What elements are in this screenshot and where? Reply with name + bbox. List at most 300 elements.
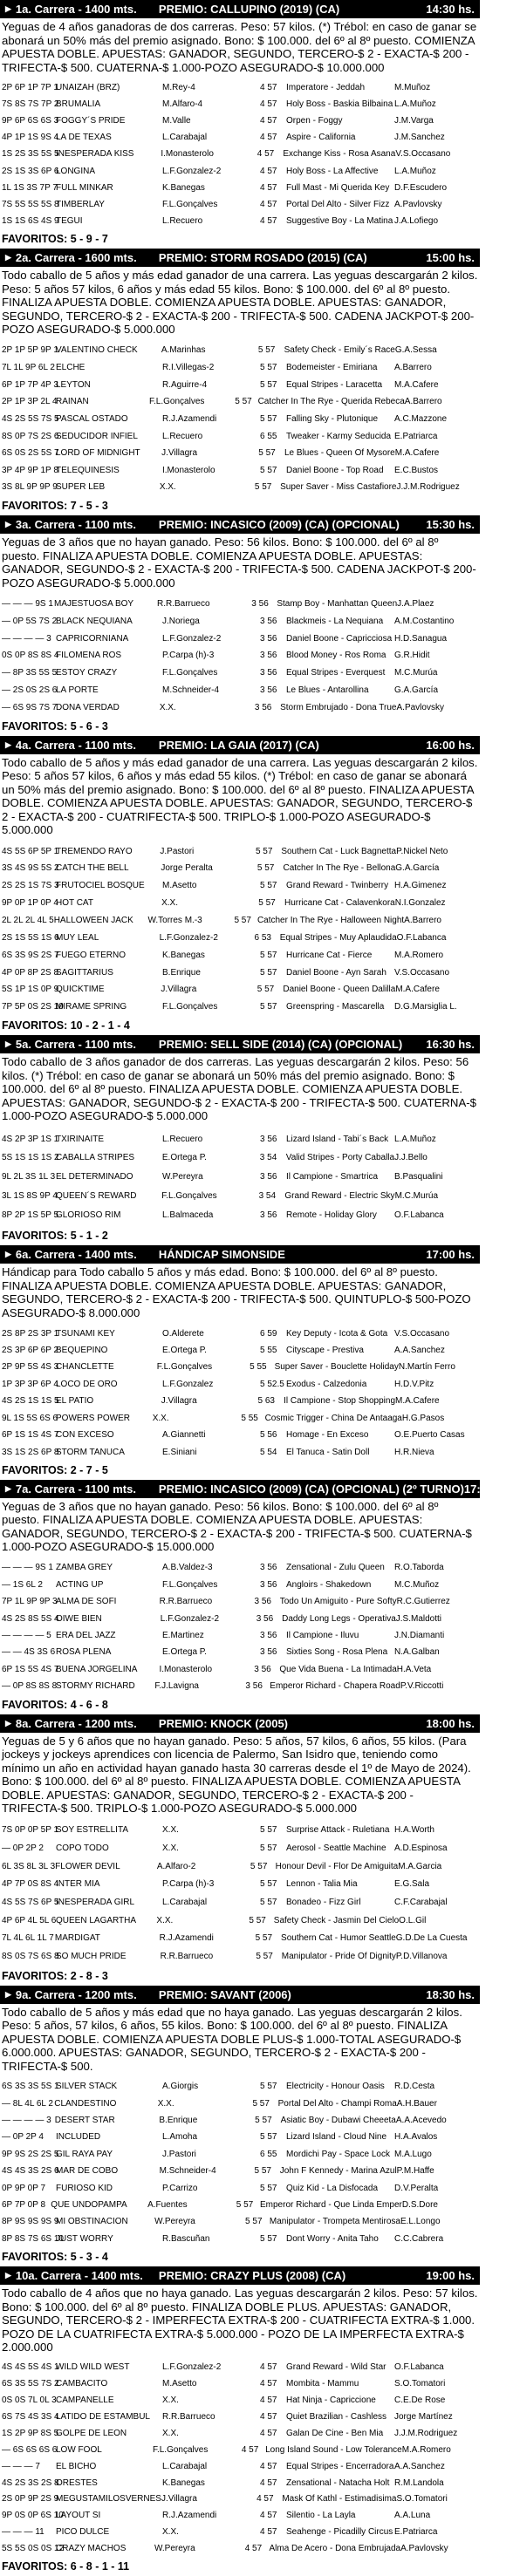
entry-trainer: J.S.Maldotti xyxy=(395,1613,442,1624)
entry-jockey: M.Alfaro-4 xyxy=(162,99,203,110)
entry-weight: 5 57 xyxy=(236,2199,254,2210)
entry-horse: COPO TODO xyxy=(56,1843,109,1853)
entry-pedigree: Il Campione - Stop Shopping xyxy=(284,1396,396,1407)
entry-horse: BUENA JORGELINA xyxy=(56,1664,138,1674)
entry-trainer: H.A.Worth xyxy=(394,1825,434,1836)
entry-weight: 5 57 xyxy=(254,482,272,493)
entry-trainer: G.D.De La Cuesta xyxy=(395,1933,468,1944)
entry-weight: 5 57 xyxy=(255,846,273,856)
entry-weight: 4 57 xyxy=(260,116,277,126)
race-conditions: Todo caballo de 3 años ganador de dos carreras. Las yeguas descargarán 2 kilos. Peso: 56 kilos. (*) Trébol: en caso de ganar se abonará un 50% más del premio asignado. Bono: $ 100.000. del 6º al 8º puesto. FINALIZA APUESTA DOBLE. COMIENZA APUESTA DOBLE. APUESTAS: GANADOR, SEGUNDO-$ 2 - EXACTA-$ 200 - TRIFECTA-$ 500. CUATERNA-$ 1.000-POZO ASEGURADO-$ 5.000.000 xyxy=(2,1055,476,1123)
entry-pedigree: Lennon - Talia Mia xyxy=(286,1879,358,1890)
entry-weight: 3 56 xyxy=(251,599,269,610)
entry-weight: 6 55 xyxy=(260,2149,277,2159)
entry-trainer: M.C.Muñoz xyxy=(394,1579,440,1590)
entry-horse: LOW FOOL xyxy=(56,2444,102,2455)
entry-weight: 5 57 xyxy=(260,379,277,390)
entry-form: 2S 2S 1S 7S 3 xyxy=(2,881,59,891)
entry-row xyxy=(0,2478,480,2488)
entry-form: 7S 8S 7S 7P 2 xyxy=(2,99,59,110)
entry-horse: WILD WILD WEST xyxy=(56,2362,130,2373)
entry-weight: 5 55 xyxy=(250,1362,267,1373)
entry-trainer: A.A.Sanchez xyxy=(394,2461,445,2471)
entry-trainer: R.O.Taborda xyxy=(394,1563,444,1573)
entry-pedigree: Catcher In The Rye - Bellona xyxy=(283,863,396,874)
entry-form: — — — — 3 xyxy=(2,633,51,644)
entry-horse: MEGUSTAMILOSVERNES xyxy=(56,2494,161,2504)
race-conditions: Hándicap para Todo caballo 5 años y más edad. Bono: $ 100.000. del 6º al 8º puesto. FINALIZA APUESTA DOBLE. COMIENZA APUESTA DOBLE. APUESTAS: GANADOR, SEGUNDO, TERCERO-$ 2 - EXACTA-$ 200 - TRIFECTA-$ 500. QUINTUPLO-$ 500-POZO ASEGURADO-$ 8.000.000 xyxy=(2,1265,471,1319)
entry-jockey: X.X. xyxy=(157,2098,174,2109)
entry-trainer: E.C.Bustos xyxy=(394,465,439,475)
entry-horse: SOY ESTRELLITA xyxy=(56,1825,128,1836)
entry-weight: 5 57 xyxy=(249,1915,266,1925)
entry-weight: 3 56 xyxy=(260,1210,277,1221)
entry-trainer: A.H.Bauer xyxy=(396,2098,437,2109)
entry-trainer: P.M.Haffe xyxy=(396,2166,434,2177)
entry-horse: CABALLA STRIPES xyxy=(56,1153,135,1163)
entry-pedigree: Imperatore - Jeddah xyxy=(286,83,366,93)
entry-trainer: M.C.Murúa xyxy=(394,668,438,678)
entry-row xyxy=(0,1346,480,1355)
entry-trainer: A.A.Acevedo xyxy=(395,2116,447,2126)
entry-pedigree: Bodemeister - Emiriana xyxy=(286,362,378,372)
entry-pedigree: Cityscape - Prestiva xyxy=(286,1345,364,1355)
entry-row xyxy=(0,1647,480,1657)
entry-jockey: L.F.Gonzalez-2 xyxy=(162,2362,222,2373)
entry-jockey: L.F.Gonzalez-2 xyxy=(160,1613,220,1624)
entry-pedigree: Tweaker - Karmy Seducida xyxy=(286,431,392,441)
entry-trainer: O.F.Labanca xyxy=(396,932,447,943)
entry-horse: MUY LEAL xyxy=(56,932,99,943)
entry-form: 9P 6P 6S 6S 3 xyxy=(2,116,59,126)
entry-form: 3P 4P 9P 1P 8 xyxy=(2,465,58,475)
entry-form: 6S 0S 2S 5S 7 xyxy=(2,448,59,459)
entry-pedigree: Remote - Holiday Glory xyxy=(286,1210,377,1221)
race-section xyxy=(0,1480,513,1714)
race-conditions: Yeguas de 3 años que no hayan ganado. Peso: 56 kilos. Bono: $ 100.000. del 6º al 8º puesto. FINALIZA APUESTA DOBLE. COMIENZA APUESTA DOBLE. APUESTAS: GANADOR, SEGUNDO-$ 2 - EXACTA-$ 200 - TRIFECTA-$ 500. CADENA JACKPOT-$ 200-POZO ASEGURADO-$ 5.000.000 xyxy=(2,535,476,589)
entry-pedigree: Surprise Attack - Ruletiana xyxy=(286,1825,390,1836)
entry-row xyxy=(0,668,480,678)
entry-row xyxy=(0,1153,480,1162)
entry-horse: EL BICHO xyxy=(56,2461,97,2471)
entry-jockey: A.Alfaro-2 xyxy=(156,1861,196,1871)
entry-weight: 5 57 xyxy=(256,863,275,874)
entry-trainer: M.Muñoz xyxy=(394,83,431,93)
entry-jockey: L.F.Gonzalez-2 xyxy=(162,633,222,644)
entry-row xyxy=(0,345,480,355)
entry-jockey: F.L.Gonçalves xyxy=(162,1002,218,1012)
entry-jockey: F.L.Gonçalves xyxy=(162,668,218,678)
race-header xyxy=(0,1480,513,1498)
entry-pedigree: Aerosol - Seattle Machine xyxy=(286,1843,386,1853)
entry-pedigree: Aspire - California xyxy=(286,133,356,143)
entry-horse: BRUMALIA xyxy=(56,99,101,110)
race-time: 14:30 hs. xyxy=(426,3,475,16)
entry-form: 4P 1P 1S 9S 4 xyxy=(2,133,59,143)
entry-weight: 5 57 xyxy=(256,1951,273,1961)
entry-trainer: V.S.Occasano xyxy=(394,1328,450,1339)
entry-horse: ESTOY CRAZY xyxy=(56,668,118,678)
entry-trainer: D.G.Marsiglia L. xyxy=(394,1002,457,1012)
entry-weight: 5 57 xyxy=(260,1843,277,1853)
entry-row xyxy=(0,685,480,695)
triangle-icon: ▶ xyxy=(5,1250,11,1259)
entry-row xyxy=(0,1597,480,1606)
entry-row xyxy=(0,83,480,92)
entry-horse: CAMBACITO xyxy=(56,2379,108,2389)
entry-horse: FILOMENA ROS xyxy=(56,651,122,661)
entry-row xyxy=(0,482,480,492)
entry-trainer: M.C.Murúa xyxy=(394,1191,439,1202)
entry-form: 8P 8S 7S 6S 10 xyxy=(2,2233,64,2244)
entry-weight: 4 57 xyxy=(260,83,277,93)
race-title: PREMIO: INCASICO (2009) (CA) (OPCIONAL) xyxy=(158,518,400,532)
entry-trainer: J.A.Lofiego xyxy=(394,215,439,226)
race-title: PREMIO: STORM ROSADO (2015) (CA) xyxy=(158,251,367,265)
entry-row xyxy=(0,2527,480,2537)
race-section xyxy=(0,1035,480,1245)
entry-weight: 5 57 xyxy=(245,2217,263,2227)
entry-horse: ALMA DE SOFI xyxy=(56,1597,117,1607)
entry-row xyxy=(0,2217,480,2226)
entry-row xyxy=(0,1135,480,1144)
entry-weight: 5 56 xyxy=(260,1430,277,1441)
entry-row xyxy=(0,1448,480,1457)
entry-weight: 3 54 xyxy=(258,1191,277,1202)
entry-horse: GIL RAYA PAY xyxy=(56,2149,113,2159)
entry-jockey: L.F.Gonzalez xyxy=(162,1379,214,1389)
entry-trainer: M.A.Cafere xyxy=(394,379,439,390)
entry-trainer: P.V.Riccotti xyxy=(400,1681,444,1692)
entry-pedigree: Southern Cat - Humor Seattle xyxy=(281,1933,396,1944)
entry-horse: GLORIOSO RIM xyxy=(56,1210,121,1221)
entry-weight: 3 56 xyxy=(260,685,277,696)
entry-jockey: J.Villagra xyxy=(161,448,198,459)
entry-horse: QUICKTIME xyxy=(56,985,105,995)
entry-row xyxy=(0,2379,480,2389)
entry-weight: 5 57 xyxy=(260,1879,277,1890)
entry-form: 0S 0S 7L 0L 3 xyxy=(2,2395,57,2406)
entry-row xyxy=(0,985,480,994)
entry-form: 6S 3S 3S 5S 1 xyxy=(2,2082,59,2092)
entry-form: 6S 3S 5S 7S 2 xyxy=(2,2379,59,2389)
entry-horse: FLOWER DEVIL xyxy=(55,1861,120,1871)
entry-pedigree: Hurricane Cat - Calavenkora xyxy=(284,898,395,909)
entry-trainer: G.A.García xyxy=(395,863,440,874)
entry-trainer: L.A.Muñoz xyxy=(394,166,436,176)
entry-jockey: J.Noriega xyxy=(162,616,200,626)
entry-jockey: R.R.Barrueco xyxy=(159,1597,213,1607)
entry-weight: 5 57 xyxy=(255,2116,272,2126)
entry-horse: HALLOWEEN JACK xyxy=(53,916,133,925)
entry-row xyxy=(0,1681,480,1691)
entry-horse: CON EXCESO xyxy=(56,1430,114,1441)
entry-jockey: K.Banegas xyxy=(162,182,205,193)
entry-jockey: L.Amoha xyxy=(162,2132,198,2143)
entry-horse: SUPER LEB xyxy=(56,482,106,493)
race-favorites: FAVORITOS: 5 - 6 - 3 xyxy=(2,719,108,733)
entry-form: — — — — 5 xyxy=(2,1631,51,1641)
entry-horse: PASCAL OSTADO xyxy=(56,413,128,424)
race-section xyxy=(0,0,480,249)
entry-form: 8P 9S 9S 9S 9 xyxy=(2,2217,59,2227)
entry-trainer: A.Barrero xyxy=(404,397,442,407)
entry-form: 4S 2S 8S 5S 4 xyxy=(2,1613,59,1624)
entry-pedigree: Zensational - Zulu Queen xyxy=(286,1563,385,1573)
entry-jockey: L.F.Gonzalez-2 xyxy=(159,932,218,943)
entry-trainer: M.A.Lugo xyxy=(394,2149,432,2159)
entry-weight: 5 57 xyxy=(260,2132,277,2143)
entry-weight: 3 56 xyxy=(260,1631,277,1641)
entry-form: 9P 9S 2S 2S 5 xyxy=(2,2149,59,2159)
entry-form: 8S 0P 7S 2S 6 xyxy=(2,431,59,441)
entry-row xyxy=(0,2395,480,2405)
entry-jockey: E.Siniani xyxy=(162,1447,197,1457)
entry-weight: 5 57 xyxy=(252,2098,270,2109)
entry-row xyxy=(0,1563,480,1572)
entry-jockey: P.Carpa (h)-3 xyxy=(162,651,215,661)
entry-trainer: M.A.Garcia xyxy=(398,1861,442,1871)
entry-jockey: J.Pastori xyxy=(162,2149,196,2159)
entry-weight: 3 56 xyxy=(245,1681,263,1692)
entry-horse: ERA DEL JAZZ xyxy=(56,1631,116,1641)
entry-horse: BLACK NEQUIANA xyxy=(56,616,133,626)
entry-pedigree: Stamp Boy - Manhattan Queen xyxy=(277,599,398,610)
entry-horse: SEDUCIDOR INFIEL xyxy=(56,431,138,441)
entry-weight: 5 52.5 xyxy=(260,1379,284,1389)
entry-jockey: X.X. xyxy=(152,1413,169,1423)
race-time: 17:00 hs. xyxy=(426,1248,475,1262)
entry-form: 6S 3S 9S 2S 7 xyxy=(2,950,59,960)
race-time: 19:00 hs. xyxy=(426,2269,475,2283)
entry-row xyxy=(0,1879,480,1889)
entry-pedigree: Hat Ninja - Capriccione xyxy=(286,2395,376,2406)
entry-jockey: P.Carrizo xyxy=(162,2183,198,2193)
entry-pedigree: Cosmic Trigger - China De Antaaga xyxy=(264,1413,402,1423)
entry-pedigree: Zensational - Natacha Holt xyxy=(286,2477,390,2488)
entry-pedigree: Storm Embrujado - Dona True xyxy=(280,702,397,712)
entry-row xyxy=(0,2200,480,2210)
entries-list xyxy=(0,1556,480,1699)
entry-horse: INESPERADA KISS xyxy=(56,149,134,160)
entry-pedigree: Todo Un Amiguito - Pure Softy xyxy=(279,1597,397,1607)
entry-horse: MI OBSTINACION xyxy=(56,2217,128,2227)
entry-horse: CHANCLETTE xyxy=(56,1362,114,1373)
entry-jockey: A.Giorgis xyxy=(162,2082,199,2092)
entry-row xyxy=(0,1843,480,1853)
entry-pedigree: Electricity - Honour Oasis xyxy=(286,2082,385,2092)
entry-weight: 4 57 xyxy=(260,2477,277,2488)
entry-row xyxy=(0,200,480,209)
triangle-icon: ▶ xyxy=(5,1989,11,1999)
entry-weight: 3 56 xyxy=(254,702,272,712)
entries-list xyxy=(0,1321,480,1464)
entry-row xyxy=(0,2082,480,2091)
entry-row xyxy=(0,634,480,644)
entry-jockey: L.Recuero xyxy=(162,431,203,441)
entry-pedigree: Portal Del Alto - Champi Roma xyxy=(277,2098,397,2109)
entry-row xyxy=(0,116,480,126)
entry-pedigree: Lizard Island - Cloud Nine xyxy=(286,2132,387,2143)
entry-weight: 4 57 xyxy=(260,2362,277,2373)
race-favorites: FAVORITOS: 5 - 1 - 2 xyxy=(2,1230,108,1243)
entry-row xyxy=(0,916,480,925)
entry-trainer: S.O.Tomatori xyxy=(394,2379,446,2389)
entry-trainer: A.Barrero xyxy=(404,916,441,925)
entry-form: 7P 1L 9P 9P 3 xyxy=(2,1597,58,1607)
entry-form: 4P 6P 4L 5L 6 xyxy=(2,1915,57,1925)
entry-pedigree: Daniel Boone - Top Road xyxy=(286,465,384,475)
entry-trainer: J.A.Plaez xyxy=(397,599,434,610)
entry-pedigree: Holy Boss - Baskia Bilbaina xyxy=(286,99,393,110)
entry-weight: 5 57 xyxy=(257,345,276,356)
entry-pedigree: Quiet Brazilian - Cashless xyxy=(286,2412,387,2423)
race-favorites: FAVORITOS: 4 - 6 - 8 xyxy=(2,1698,108,1711)
entry-row xyxy=(0,149,480,159)
entry-pedigree: Alma De Acero - Dona Embrujada xyxy=(269,2544,401,2554)
entry-horse: CAPRICORNIANA xyxy=(56,633,129,644)
entry-pedigree: Safety Check - Jasmin Del Cielo xyxy=(273,1915,400,1925)
entry-row xyxy=(0,2462,480,2471)
entry-jockey: R.Bascuñan xyxy=(162,2233,210,2244)
entry-jockey: F.J.Lavigna xyxy=(154,1681,199,1692)
entry-jockey: R.Aguirre-4 xyxy=(162,379,208,390)
entry-pedigree: Asiatic Boy - Dubawi Cheeeta xyxy=(280,2116,396,2126)
entry-form: 2S 8P 2S 3P 1 xyxy=(2,1328,59,1339)
entry-jockey: F.L.Gonçalves xyxy=(161,1191,217,1202)
entry-form: 6S 7S 4S 3S 4 xyxy=(2,2412,59,2423)
entry-trainer: D.V.Peralta xyxy=(394,2183,439,2193)
entry-weight: 5 57 xyxy=(256,985,275,995)
entry-row xyxy=(0,216,480,226)
entry-weight: 4 57 xyxy=(260,199,277,209)
entry-jockey: B.Enrique xyxy=(159,2116,198,2126)
entry-trainer: M.A.Cafere xyxy=(394,448,440,459)
entry-weight: 4 57 xyxy=(256,149,275,160)
entry-form: 8S 0S 7S 6S 8 xyxy=(2,1951,59,1961)
entry-row xyxy=(0,617,480,626)
entry-row xyxy=(0,651,480,660)
entry-trainer: L.A.Muñoz xyxy=(394,1134,436,1144)
race-favorites: FAVORITOS: 6 - 8 - 1 - 11 xyxy=(2,2560,130,2573)
entry-pedigree: Key Deputy - Icota & Gota xyxy=(286,1328,388,1339)
entry-jockey: R.J.Azamendi xyxy=(162,413,217,424)
race-favorites: FAVORITOS: 2 - 7 - 5 xyxy=(2,1463,108,1476)
entry-trainer: A.D.Espinosa xyxy=(394,1843,448,1853)
entry-weight: 4 57 xyxy=(260,166,277,176)
entry-jockey: J.Villagra xyxy=(161,985,197,995)
entry-weight: 6 55 xyxy=(260,431,277,441)
entry-trainer: H.D.V.Pitz xyxy=(394,1379,434,1389)
entry-weight: 5 57 xyxy=(260,413,277,424)
entry-jockey: X.X. xyxy=(162,2527,179,2538)
triangle-icon: ▶ xyxy=(5,2271,11,2280)
entry-trainer: H.D.Sanagua xyxy=(394,633,448,644)
race-header xyxy=(0,1245,480,1264)
entry-pedigree: Greenspring - Mascarella xyxy=(286,1002,385,1012)
entry-jockey: I.Monasterolo xyxy=(161,149,214,160)
entry-jockey: F.L.Gonçalves xyxy=(156,1362,213,1373)
entry-form: 3L 1S 8S 9P 4 xyxy=(2,1191,58,1202)
race-number: 2a. Carrera - 1600 mts. xyxy=(15,251,137,265)
entry-jockey: X.X. xyxy=(161,898,178,909)
entry-pedigree: Grand Reward - Electric Sky xyxy=(284,1191,395,1202)
entry-trainer: N.I.Gonzalez xyxy=(394,898,446,909)
entry-trainer: B.Pasqualini xyxy=(394,1172,443,1182)
entry-jockey: X.X. xyxy=(162,2428,179,2438)
entry-form: 7L 1L 9P 6L 2 xyxy=(2,362,55,372)
entry-form: 2P 9P 5S 4S 3 xyxy=(2,1362,59,1373)
entry-weight: 4 57 xyxy=(260,2461,277,2471)
entry-row xyxy=(0,1362,480,1372)
entry-trainer: E.G.Sala xyxy=(394,1879,430,1890)
entry-pedigree: Mordichi Pay - Space Lock xyxy=(286,2149,390,2159)
entry-horse: TIMBERLAY xyxy=(56,199,105,209)
entry-jockey: M.Valle xyxy=(162,116,191,126)
entry-trainer: H.A.Avalos xyxy=(394,2132,438,2143)
entry-form: 1S 2P 9P 8S 5 xyxy=(2,2428,59,2438)
entry-horse: ACTING UP xyxy=(56,1579,104,1590)
entry-horse: GOLPE DE LEON xyxy=(56,2428,127,2438)
entry-form: 3S 4S 9S 5S 2 xyxy=(2,863,59,874)
entry-horse: DESERT STAR xyxy=(54,2116,115,2126)
entry-row xyxy=(0,167,480,176)
entry-trainer: C.C.Cabrera xyxy=(394,2233,444,2244)
race-section xyxy=(0,515,480,736)
entry-horse: TEGUI xyxy=(56,215,83,226)
entry-weight: 3 56 xyxy=(260,616,277,626)
entry-trainer: J.M.Sanchez xyxy=(394,133,445,143)
race-conditions: Todo caballo de 5 años y más edad ganador de una carrera. Las yeguas descargarán 2 kilos. Peso: 5 años 57 kilos, 6 años y más edad 55 kilos. Bono: $ 100.000. del 6º al 8º puesto. FINALIZA APUESTA DOBLE. COMIENZA APUESTA DOBLE. APUESTAS: GANADOR, SEGUNDO, TERCERO-$ 2 - EXACTA-$ 200 - TRIFECTA-$ 500. CADENA JACKPOT-$ 200-POZO ASEGURADO-$ 5.000.000 xyxy=(2,269,478,337)
entry-form: — 8L 4L 6L 2 xyxy=(2,2098,53,2109)
entry-form: 4S 5S 6P 5P 1 xyxy=(2,846,59,856)
entry-trainer: R.M.Landola xyxy=(394,2477,444,2488)
race-title: PREMIO: SAVANT (2006) xyxy=(158,1987,291,2001)
entry-pedigree: Grand Reward - Wild Star xyxy=(286,2362,386,2373)
entry-pedigree: John F Kennedy - Marina Azul xyxy=(279,2166,397,2177)
entry-horse: ELCHE xyxy=(56,362,86,372)
entry-pedigree: Galan De Cine - Ben Mia xyxy=(286,2428,384,2438)
race-number: 4a. Carrera - 1100 mts. xyxy=(15,738,136,752)
entry-horse: CLANDESTINO xyxy=(54,2098,117,2109)
entry-weight: 4 57 xyxy=(260,182,277,193)
entry-jockey: W.Pereyra xyxy=(154,2544,195,2554)
entry-horse: ROSA PLENA xyxy=(56,1647,112,1658)
entry-jockey: I.Monasterolo xyxy=(162,465,215,475)
entry-trainer: G.A.Sessa xyxy=(394,345,437,356)
entry-jockey: F.L.Gonçalves xyxy=(149,397,205,407)
entry-form: 4S 4S 5S 4S 1 xyxy=(2,2362,59,2373)
race-title: PREMIO: SELL SIDE (2014) (CA) (OPCIONAL) xyxy=(158,1038,403,1052)
entry-pedigree: Equal Stripes - Everquest xyxy=(286,668,386,678)
entry-row xyxy=(0,448,480,458)
entry-trainer: D.F.Escudero xyxy=(394,182,448,193)
entry-pedigree: Manipulator - Pride Of Dignity xyxy=(281,1951,396,1961)
entry-horse: FRUTOCIEL BOSQUE xyxy=(56,881,145,891)
entry-form: 1L 1S 3S 7P 7 xyxy=(2,182,58,193)
race-conditions: Todo caballo de 5 años y más edad que no haya ganado. Las yeguas descargarán 2 kilos. Peso: 5 años, 57 kilos, 6 años, 55 kilos. Bono: $ 100.000. del 6º al 8º puesto. FINALIZA APUESTA DOBLE. COMIENZA APUESTA DOBLE PLUS-$ 1.000-TOTAL ASEGURADO-$ 6.000.000. APUESTAS: GANADOR, SEGUNDO, TERCERO-$ 2 - EXACTA-$ 200 - TRIFECTA-$ 500. xyxy=(2,2005,462,2073)
entry-trainer: O.F.Labanca xyxy=(394,2362,444,2373)
entry-horse: TELEQUINESIS xyxy=(56,465,120,475)
entry-jockey: F.L.Gonçalves xyxy=(162,199,218,209)
entry-trainer: P.D.Villanova xyxy=(395,1951,448,1961)
entry-form: 2S 3P 6P 6P 2 xyxy=(2,1345,59,1355)
entry-horse: HOT CAT xyxy=(56,898,93,909)
entry-form: 2P 6P 1P 7P 1 xyxy=(2,83,58,93)
entry-form: 5S 1P 1S 0P 9 xyxy=(2,985,59,995)
entry-jockey: F.L.Gonçalves xyxy=(152,2444,209,2455)
race-header xyxy=(0,0,480,18)
